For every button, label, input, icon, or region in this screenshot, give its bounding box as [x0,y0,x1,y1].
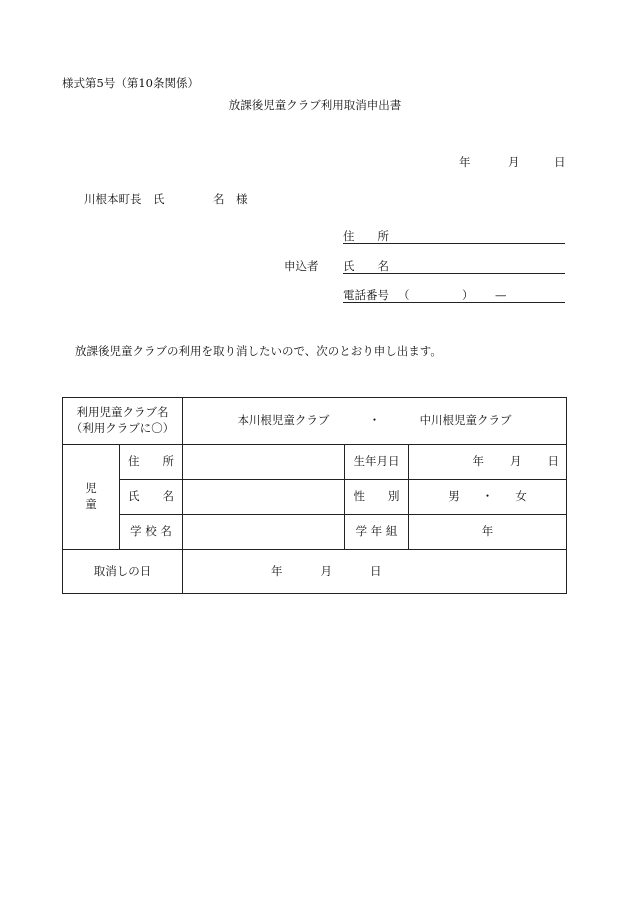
applicant-phone-label: 電話番号 [343,288,389,302]
school-field[interactable] [183,515,345,550]
applicant-phone-line[interactable] [343,302,565,303]
child-label-cell: 児 童 [63,445,120,550]
cancel-date-field[interactable] [183,550,567,594]
applicant-name-label: 氏 名 [343,259,389,273]
child-address-label: 住 所 [120,445,183,480]
applicant-address-label: 住 所 [343,229,389,243]
date-day: 日 [554,155,566,169]
school-row [63,515,567,550]
child-address-field[interactable] [183,445,345,480]
birth-day: 日 [547,454,560,469]
club-separator: ・ [368,413,381,428]
school-label: 学 校 名 [120,515,183,550]
addressee-name: 川根本町長 氏 [84,192,165,206]
addressee-suffix: 名 様 [213,192,248,206]
grade-field[interactable] [409,515,567,550]
document-title: 放課後児童クラブ利用取消申出書 [228,98,402,112]
birth-year: 年 [472,454,485,469]
child-address-row [63,445,567,480]
phone-dash: — [495,288,507,302]
gender-field[interactable] [409,480,567,515]
child-name-label: 氏 名 [120,480,183,515]
body-text: 放課後児童クラブの利用を取り消したいので、次のとおり申し出ます。 [75,344,442,358]
club-label-cell [63,398,183,445]
club-option-honkawane[interactable]: 本川根児童クラブ [237,413,330,428]
birth-label: 生年月日 [345,445,409,480]
phone-close-paren: ） [462,288,474,302]
club-label-line2: （利用クラブに〇） [70,421,175,435]
cancel-date-row [63,550,567,594]
child-name-row [63,480,567,515]
applicant-address-line[interactable] [343,243,565,244]
cancel-year: 年 [271,563,283,578]
cancel-month: 月 [320,563,332,578]
applicant-name-line[interactable] [343,273,565,274]
birth-field[interactable] [409,445,567,480]
gender-female[interactable]: 女 [515,489,527,504]
cancel-day: 日 [370,563,382,578]
club-row [63,398,567,445]
gender-separator: ・ [481,489,494,504]
gender-label: 性 別 [345,480,409,515]
club-options-cell[interactable] [183,398,567,445]
grade-year: 年 [481,524,494,539]
child-name-field[interactable] [183,480,345,515]
club-option-nakakawane[interactable]: 中川根児童クラブ [419,413,512,428]
grade-label: 学 年 組 [345,515,409,550]
gender-male[interactable]: 男 [448,489,460,504]
phone-open-paren: （ [398,288,410,302]
birth-month: 月 [510,454,522,469]
club-label-line1: 利用児童クラブ名 [76,405,169,420]
date-month: 月 [508,155,520,169]
date-year: 年 [459,155,471,169]
form-table [62,397,567,594]
form-number: 様式第5号（第10条関係） [62,76,199,90]
cancel-date-label: 取消しの日 [63,550,183,594]
applicant-label: 申込者 [284,259,319,273]
